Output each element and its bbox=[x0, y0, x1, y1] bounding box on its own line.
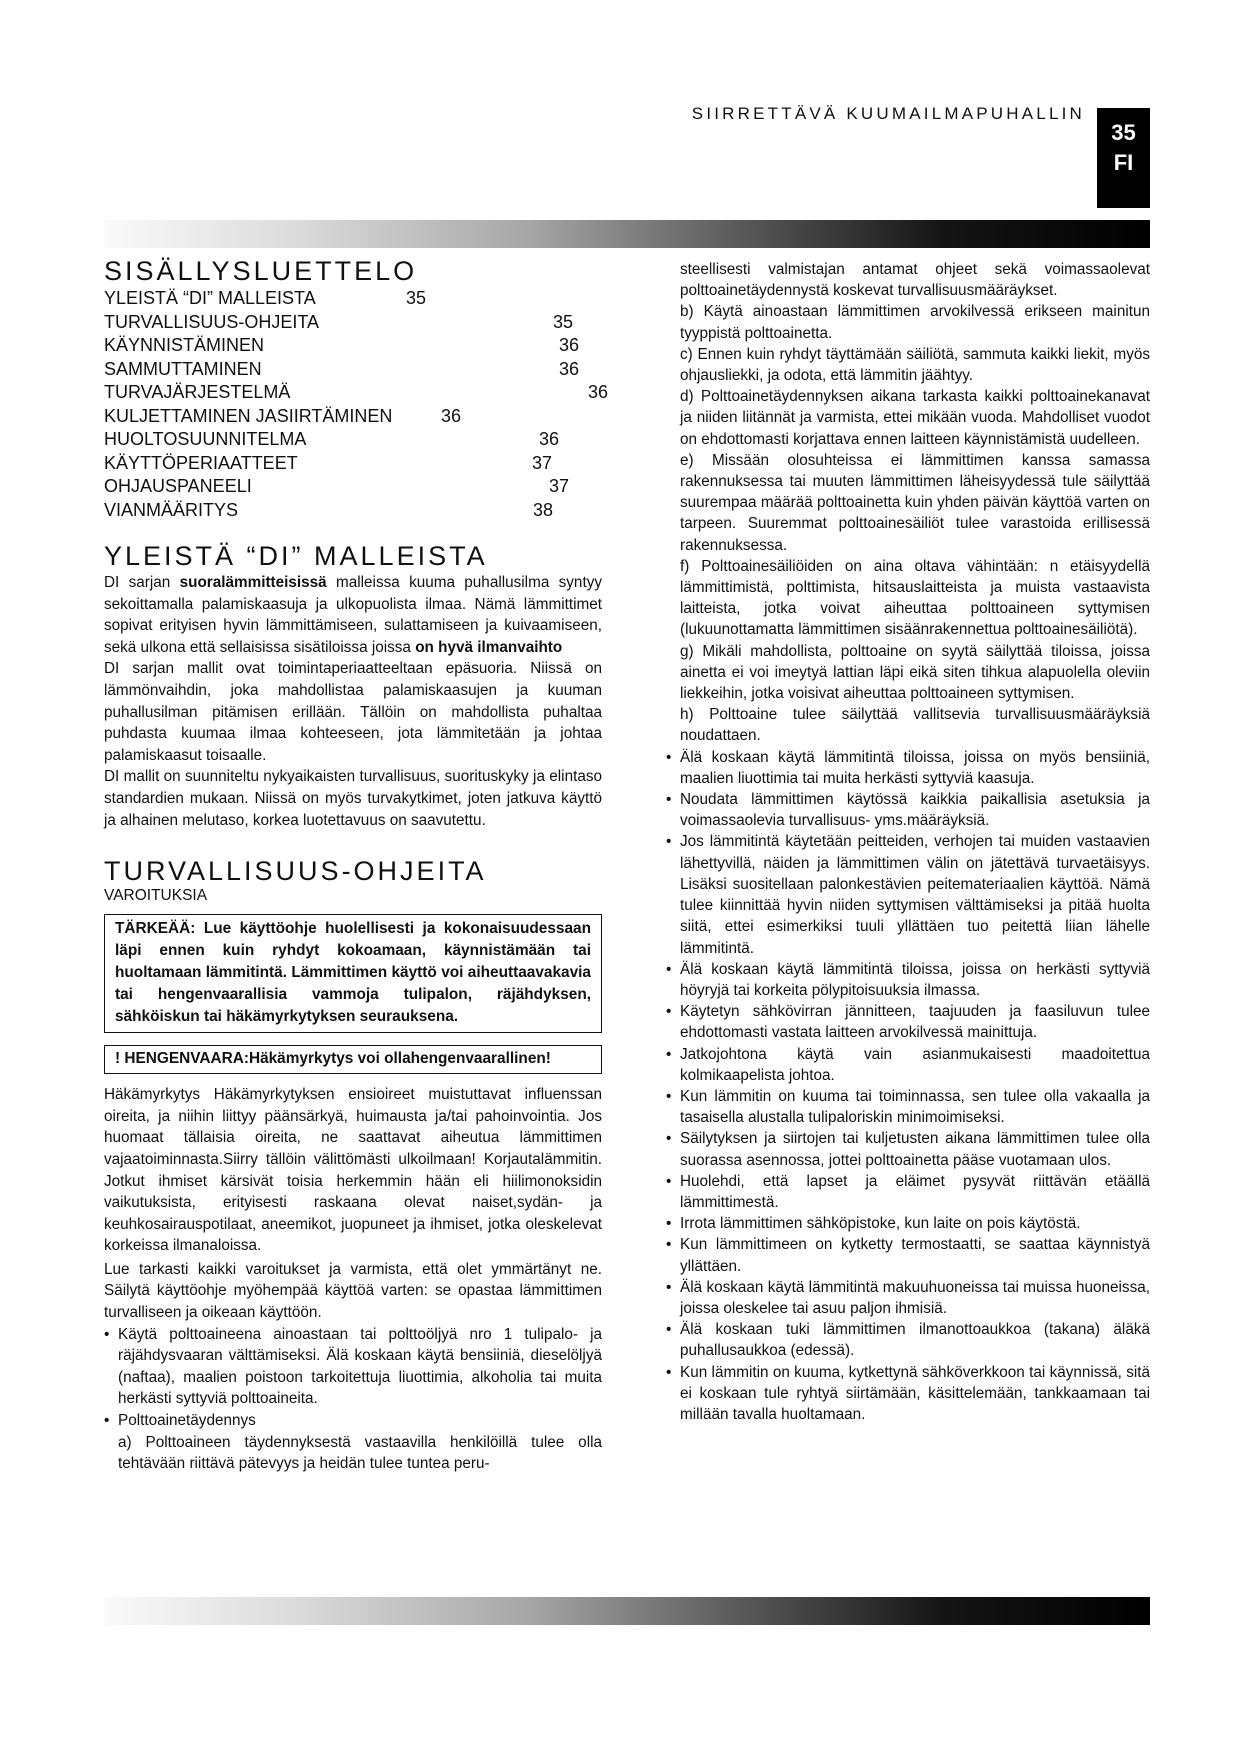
list-item bbox=[666, 1213, 1150, 1234]
bullet-text: Älä koskaan käytä lämmitintä makuuhuoneissa tai muissa huoneissa, joissa oleskelee tai asuu paljon ihmisiä. bbox=[680, 1278, 1150, 1317]
toc-item[interactable]: HUOLTOSUUNNITELMA bbox=[104, 429, 307, 449]
list-item bbox=[666, 1086, 1150, 1128]
bullet-text: Huolehdi, että lapset ja eläimet pysyvät riittävän etäällä lämmittimestä. bbox=[680, 1172, 1150, 1211]
toc-item[interactable]: OHJAUSPANEELI bbox=[104, 476, 252, 496]
toc-item[interactable]: KÄYNNISTÄMINEN bbox=[104, 335, 265, 355]
bullet-text: Kun lämmitin on kuuma, kytkettynä sähköverkkoon tai käynnissä, sitä ei koskaan tule ryhtyä siirtämään, käsittelemään, tankkaamaan tai millään tavalla huoltamaan. bbox=[680, 1363, 1150, 1423]
bullet-text: Irrota lämmittimen sähköpistoke, kun laite on pois käytöstä. bbox=[680, 1215, 1081, 1233]
toc-page: 36 bbox=[559, 335, 580, 355]
list-item bbox=[666, 789, 1150, 831]
list-item bbox=[666, 1128, 1150, 1170]
right-column bbox=[666, 259, 1150, 1425]
bullet-text: Polttoainetäydennys bbox=[118, 1412, 256, 1430]
refuel-item-b: b) Käytä ainoastaan lämmittimen arvokilvessä erikseen mainitun tyyppistä polttoainetta. bbox=[680, 303, 1150, 342]
general-paragraph-3: DI mallit on suunniteltu nykyaikaisten turvallisuus, suorituskyky ja elintaso standardien mukaan. Niissä on myös turvakytkimet, joten jatkuva käyttö ja alhainen melutaso, korkea luotettavuus on saavutettu. bbox=[104, 768, 602, 829]
page-tab bbox=[1097, 108, 1150, 208]
toc-page: 37 bbox=[532, 452, 553, 473]
toc-item[interactable]: YLEISTÄ “DI” MALLEISTA bbox=[104, 288, 316, 308]
toc-item[interactable]: KULJETTAMINEN JASIIRTÄMINEN bbox=[104, 405, 393, 426]
toc-page: 35 bbox=[406, 288, 427, 308]
refuel-item-g: g) Mikäli mahdollista, polttoaine on syytä säilyttää tiloissa, joissa ainetta ei voi imeytyä lattian läpi eikä siten tihkua alapuolella oleviin liekkeihin, jotka voisivat aiheuttaa polttoaineen syttymisen. bbox=[680, 642, 1150, 703]
bullet-icon: • bbox=[666, 791, 672, 809]
general-title: YLEISTÄ “DI” MALLEISTA bbox=[104, 541, 488, 571]
bottom-gradient-band bbox=[104, 1597, 1150, 1625]
toc-item[interactable]: TURVAJÄRJESTELMÄ bbox=[104, 382, 291, 402]
text-run: malleissa kuuma puhallusilma syntyy sekoittamalla palamiskaasuja ja ulkopuolista ilmaa. Nämä lämmittimet sopivat erityisen hyvin lämmittämiseen, sulattamiseen ja kuivaamiseen, sekä ulkona että sellaisissa sisätiloissa joissa bbox=[104, 574, 602, 656]
toc-page: 36 bbox=[588, 382, 609, 402]
bullet-icon: • bbox=[666, 1172, 672, 1190]
toc-item[interactable]: TURVALLISUUS-OHJEITA bbox=[104, 311, 320, 332]
table-of-contents bbox=[104, 287, 609, 527]
bullet-text: Kun lämmitin on kuuma tai toiminnassa, sen tulee olla vakaalla ja tasaisella alustalla tulipaloriskin minimoimiseksi. bbox=[680, 1087, 1150, 1127]
important-notice-box: TÄRKEÄÄ: Lue käyttöohje huolellisesti ja kokonaisuudessaan läpi ennen kuin ryhdyt kokoamaan, käynnistämään tai huoltamaan lämmitintä. Lämmittimen käyttö voi aiheuttaavakavia tai hengenvaarallisia vammoja tulipalon, räjähdyksen, sähköiskun tai häkämyrkytyksen seurauksena. bbox=[104, 914, 602, 1033]
top-gradient-band bbox=[104, 220, 1150, 248]
bullet-icon: • bbox=[104, 1325, 110, 1343]
page-number: 35 bbox=[1111, 120, 1136, 145]
refuel-item-h: h) Polttoaine tulee säilyttää vallitsevia turvallisuusmääräyksiä noudattaen. bbox=[680, 706, 1150, 745]
bullet-text: Jos lämmitintä käytetään peitteiden, verhojen tai muiden vastaavien lähettyvillä, näiden ja lämmittimen välin on jätettävä turvaetäisyys. Lisäksi suositellaan palonkestävien peitemateriaalien käyttöä. Nämä tulee kiinnittää hyvin niiden syttymisen välttämiseksi ja pitää huolta siitä, ettei esimerkiksi tuuli yllättäen tuo peitettä liian lähelle lämmitintä. bbox=[680, 833, 1150, 957]
list-item bbox=[666, 747, 1150, 789]
bullet-icon: • bbox=[666, 833, 672, 851]
text-bold: suoralämmitteisissä bbox=[179, 574, 327, 591]
bullet-icon: • bbox=[666, 960, 672, 978]
toc-page: 37 bbox=[549, 476, 570, 496]
list-item bbox=[666, 1362, 1150, 1426]
list-item bbox=[104, 1410, 602, 1432]
danger-notice-box: ! HENGENVAARA:Häkämyrkytys voi ollahengenvaarallinen! bbox=[104, 1045, 602, 1074]
bullet-icon: • bbox=[666, 1236, 672, 1254]
bullet-icon: • bbox=[666, 1045, 672, 1063]
left-column bbox=[104, 255, 609, 1475]
toc-page: 35 bbox=[553, 311, 574, 332]
toc-page: 36 bbox=[539, 429, 560, 449]
language-code: FI bbox=[1113, 150, 1134, 175]
list-item bbox=[666, 1044, 1150, 1086]
toc-page: 36 bbox=[441, 405, 462, 426]
bullet-text: Älä koskaan käytä lämmitintä tiloissa, joissa on myös bensiiniä, maalien liuottimia tai muita herkästi syttyviä kaasuja. bbox=[680, 748, 1150, 787]
bullet-icon: • bbox=[666, 1321, 672, 1339]
toc-page: 38 bbox=[533, 499, 554, 520]
bullet-icon: • bbox=[666, 1130, 672, 1148]
toc-title: SISÄLLYSLUETTELO bbox=[104, 256, 418, 286]
refuel-item-a: a) Polttoaineen täydennyksestä vastaavilla henkilöillä tulee olla tehtävään riittävä pätevyys ja heidän tulee tuntea peru- bbox=[118, 1433, 602, 1473]
bullet-icon: • bbox=[666, 1278, 672, 1296]
bullet-icon: • bbox=[666, 1087, 672, 1105]
refuel-item-c: c) Ennen kuin ryhdyt täyttämään säiliötä, sammuta kaikki liekit, myös ohjausliekki, ja odota, että lämmitin jäähtyy. bbox=[680, 345, 1150, 385]
bullet-icon: • bbox=[666, 1003, 672, 1021]
refuel-item-f: f) Polttoainesäiliöiden on aina oltava vähintään: n etäisyydellä lämmittimistä, polttimista, hitsauslaitteista ja muista vastaavista laitteista, jotka voivat aiheuttaa polttoaineen syttymisen (lukuunottamatta lämmittimen sisäänrakennettua polttoainesäiliötä). bbox=[680, 557, 1150, 639]
toc-item[interactable]: KÄYTTÖPERIAATTEET bbox=[104, 452, 298, 473]
bullet-text: Noudata lämmittimen käytössä kaikkia paikallisia asetuksia ja voimassaolevia turvallisuus- yms.määräyksiä. bbox=[680, 791, 1150, 830]
bullet-icon: • bbox=[666, 748, 672, 766]
warnings-subtitle: VAROITUKSIA bbox=[104, 887, 208, 905]
list-item bbox=[666, 959, 1150, 1001]
running-header: SIIRRETTÄVÄ KUUMAILMAPUHALLIN bbox=[691, 104, 1085, 123]
read-warnings-paragraph: Lue tarkasti kaikki varoitukset ja varmista, että olet ymmärtänyt ne. Säilytä käyttöohje myöhempää käyttöä varten: se opastaa lämmittimen turvalliseen ja oikeaan käyttöön. bbox=[104, 1260, 602, 1322]
bullet-icon: • bbox=[666, 1363, 672, 1381]
bullet-text: Älä koskaan tuki lämmittimen ilmanottoaukkoa (takana) äläkä puhallusaukkoa (edessä). bbox=[680, 1321, 1150, 1360]
list-item bbox=[666, 1319, 1150, 1361]
bullet-icon: • bbox=[104, 1412, 110, 1430]
list-item bbox=[104, 1324, 602, 1410]
list-item bbox=[666, 1171, 1150, 1213]
text-bold: on hyvä ilmanvaihto bbox=[415, 638, 563, 656]
toc-item[interactable]: VIANMÄÄRITYS bbox=[104, 499, 239, 520]
list-item bbox=[666, 831, 1150, 958]
toc-page: 36 bbox=[559, 358, 580, 379]
list-item bbox=[666, 1001, 1150, 1043]
toc-item[interactable]: SAMMUTTAMINEN bbox=[104, 358, 262, 379]
co-poisoning-paragraph: Häkämyrkytys Häkämyrkytyksen ensioireet muistuttavat influenssan oireita, ja niihin liittyy päänsärkyä, huimausta ja/tai pahoinvointia. Jos huomaat tällaisia oireita, ne saattavat aiheutua lämmittimen vajaatoiminnasta.Siirry tällöin välittömästi ulkoilmaan! Korjautalämmitin. Jotkut ihmiset kärsivät toisia herkemmin hään eli hiilimonoksidin vaikutuksista, erityisesti raskaana olevat naiset,sydän- ja keuhkosairauspotilaat, aneemikot, juopuneet ja ihmiset, jotka oleskelevat korkeissa ilmanaloissa. bbox=[104, 1086, 602, 1255]
general-paragraph-2: DI sarjan mallit ovat toimintaperiaatteeltaan epäsuoria. Niissä on lämmönvaihdin, joka mahdollistaa palamiskaasujen ja kuuman puhallusilman pitämisen erillään. Tällöin on mahdollista puhaltaa puhdasta kuumaa ilmaa kohteeseen, jota lämmitetään ja johtaa palamiskaasut toisaalle. bbox=[104, 660, 602, 764]
bullet-text: Kun lämmittimeen on kytketty termostaatti, se saattaa käynnistyä yllättäen. bbox=[680, 1236, 1150, 1275]
bullet-text: Jatkojohtona käytä vain asianmukaisesti maadoitettua kolmikaapelista johtoa. bbox=[680, 1045, 1150, 1084]
bullet-text: Säilytyksen ja siirtojen tai kuljetusten aikana lämmittimen tulee olla suorassa asennossa, jottei polttoainetta pääse vuotamaan ulos. bbox=[680, 1130, 1150, 1169]
list-item bbox=[666, 1277, 1150, 1319]
bullet-text: Älä koskaan käytä lämmitintä tiloissa, joissa on herkästi syttyviä höyryjä tai korkeita pölypitoisuuksia ilmassa. bbox=[680, 960, 1150, 999]
list-item bbox=[666, 1234, 1150, 1276]
refuel-item-a-continued: steellisesti valmistajan antamat ohjeet sekä voimassaolevat polttoainetäydennystä koskevat turvallisuusmääräykset. bbox=[680, 261, 1150, 300]
text-run: DI sarjan bbox=[104, 574, 180, 591]
bullet-text: Käytä polttoaineena ainoastaan tai polttoöljyä nro 1 tulipalo- ja räjähdysvaaran välttämiseksi. Älä koskaan käytä bensiiniä, dieselöljyä (naftaa), maalien poistoon tarkoitettuja liuottimia, alkoholia tai muita herkästi syttyviä polttoaineita. bbox=[118, 1325, 602, 1408]
general-paragraph-1 bbox=[104, 572, 602, 658]
bullet-text: Käytetyn sähkövirran jännitteen, taajuuden ja faasiluvun tulee ehdottomasti vastata laitteen arvokilvessä mainittuja. bbox=[680, 1003, 1150, 1042]
refuel-item-e: e) Missään olosuhteissa ei lämmittimen kanssa samassa rakennuksessa tai muuten lämmittimen läheisyydessä tule säilyttää suurempaa määrää polttoainetta kuin yhden päivän käyttöä varten on tarpeen. Suuremmat polttoainesäiliöt tulee varastoida erillisessä rakennuksessa. bbox=[680, 451, 1150, 554]
safety-title: TURVALLISUUS-OHJEITA bbox=[104, 856, 487, 887]
bullet-icon: • bbox=[666, 1215, 672, 1233]
refuel-item-d: d) Polttoainetäydennyksen aikana tarkasta kaikki polttoainekanavat ja niiden liitännät ja varmista, ettei mikään vuoda. Mahdolliset vuodot on ehdottomasti korjattava ennen laitteen käynnistämistä uudelleen. bbox=[680, 388, 1150, 448]
